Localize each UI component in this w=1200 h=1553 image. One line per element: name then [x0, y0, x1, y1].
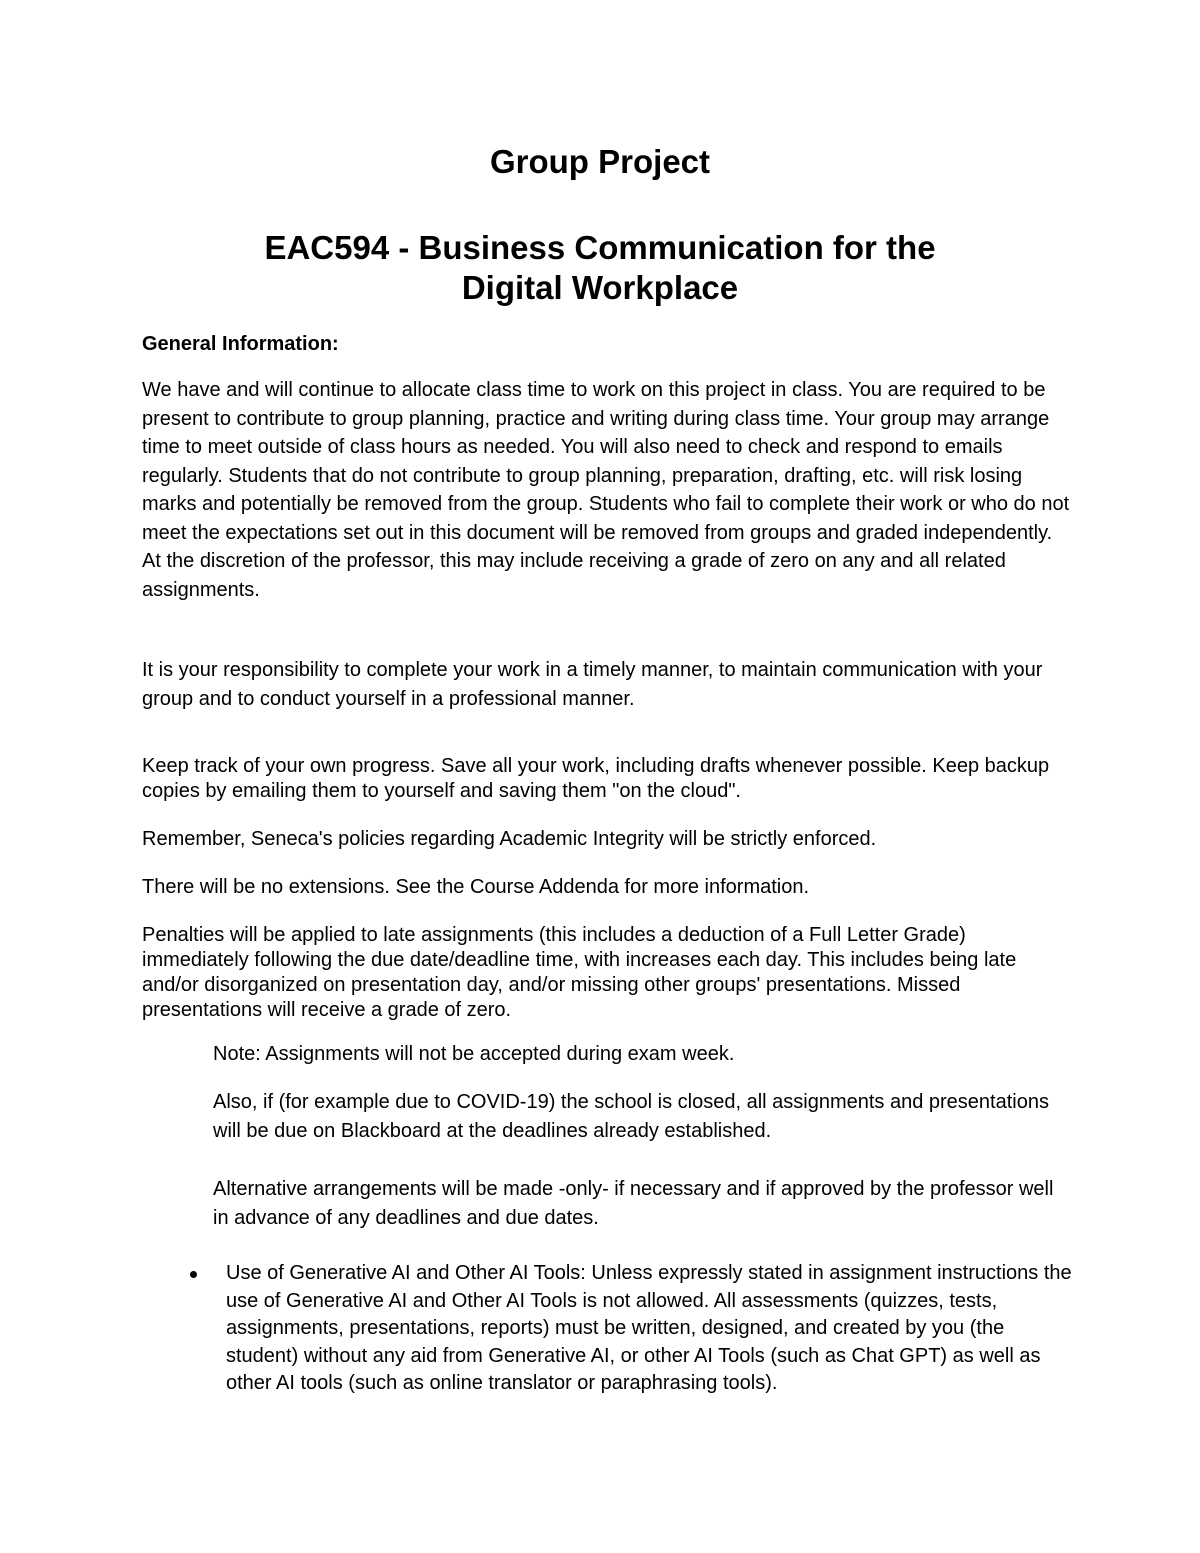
paragraph-academic-integrity: Remember, Seneca's policies regarding Academic Integrity will be strictly enforced. [142, 828, 877, 850]
note-exam-week: Note: Assignments will not be accepted during exam week. [213, 1043, 735, 1065]
course-title: EAC594 - Business Communication for the Digital Workplace [264, 229, 936, 306]
paragraph-keep-track: Keep track of your own progress. Save all your work, including drafts whenever possible. Keep backup copies by emailing them to yourself and saving them "on the cloud". [142, 755, 1050, 802]
paragraph-class-time: We have and will continue to allocate class time to work on this project in class. You are required to be present to contribute to group planning, practice and writing during class time. Your group may arrange time to meet outside of class hours as needed. You will also need to check and respond to emails regularly. Students that do not contribute to group planning, preparation, drafting, etc. will risk losing marks and potentially be removed from the group. Students who fail to complete their work or who do not meet the expectations set out in this document will be removed from groups and graded independently. At the discretion of the professor, this may include receiving a grade of zero on any and all related assignments. [142, 379, 1070, 601]
bullet-icon [190, 1271, 197, 1278]
bullet-item-generative-ai [226, 1260, 1076, 1398]
bullet-list [226, 1260, 1076, 1398]
paragraph-no-extensions: There will be no extensions. See the Course Addenda for more information. [142, 876, 810, 898]
note-school-closed: Also, if (for example due to COVID-19) the school is closed, all assignments and presentations will be due on Blackboard at the deadlines already established. [213, 1091, 1049, 1142]
bullet-text: Use of Generative AI and Other AI Tools: Unless expressly stated in assignment instructions the use of Generative AI and Other AI Tools is not allowed. All assessments (quizzes, tests, assignments, presentations, reports) must be written, designed, and created by you (the student) without any aid from Generative AI, or other AI Tools (such as Chat GPT) as well as other AI tools (such as online translator or paraphrasing tools). [226, 1262, 1072, 1394]
paragraph-responsibility: It is your responsibility to complete your work in a timely manner, to maintain communication with your group and to conduct yourself in a professional manner. [142, 659, 1043, 710]
section-heading-general-information: General Information: [142, 333, 339, 355]
paragraph-penalties: Penalties will be applied to late assignments (this includes a deduction of a Full Letter Grade) immediately following the due date/deadline time, with increases each day. This includes being late and/or disorganized on presentation day, and/or missing other groups' presentations. Missed presentations will receive a grade of zero. [142, 924, 1017, 1021]
note-alternative-arrangements: Alternative arrangements will be made -only- if necessary and if approved by the professor well in advance of any deadlines and due dates. [213, 1178, 1054, 1229]
document-title: Group Project [489, 143, 711, 180]
